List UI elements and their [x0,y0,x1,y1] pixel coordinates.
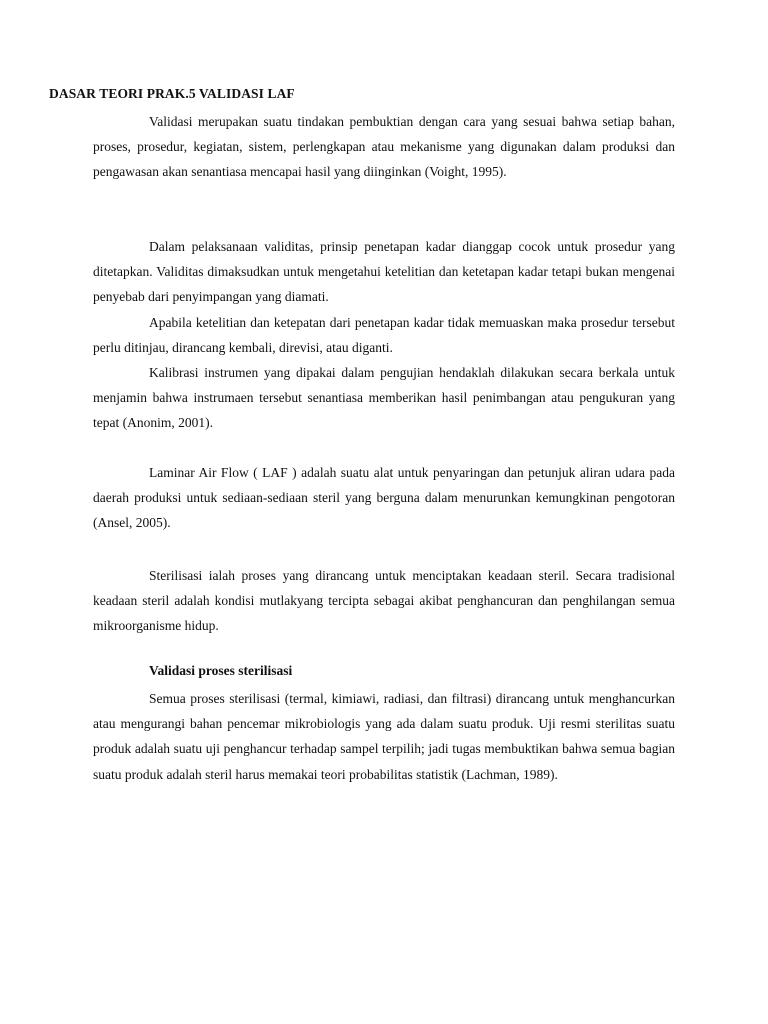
document-title: DASAR TEORI PRAK.5 VALIDASI LAF [49,86,295,101]
paragraph-validasi-proses: Semua proses sterilisasi (termal, kimiawi, radiasi, dan filtrasi) dirancang untuk menghancurkan atau mengurangi bahan pencemar mikrobiologis yang ada dalam suatu produk. Uji resmi sterilitas suatu produk adalah suatu uji penghancur terhadap sampel terpilih; jadi tugas membuktikan bahwa semua bagian suatu produk adalah steril harus memakai teori probabilitas statistik (Lachman, 1989). [93,691,675,782]
paragraph-validasi: Validasi merupakan suatu tindakan pembuktian dengan cara yang sesuai bahwa setiap bahan, proses, prosedur, kegiatan, sistem, perlengkapan atau mekanisme yang digunakan dalam produksi dan pengawasan akan senantiasa mencapai hasil yang diinginkan (Voight, 1995). [93,114,675,180]
paragraph-sterilisasi: Sterilisasi ialah proses yang dirancang untuk menciptakan keadaan steril. Secara tradisional keadaan steril adalah kondisi mutlakyang tercipta sebagai akibat penghancuran dan penghilangan semua mikroorganisme hidup. [93,568,675,634]
paragraph-laf: Laminar Air Flow ( LAF ) adalah suatu alat untuk penyaringan dan petunjuk aliran udara pada daerah produksi untuk sediaan-sediaan steril yang berguna dalam menurunkan kemungkinan pengotoran (Ansel, 2005). [93,465,675,531]
paragraph-kalibrasi: Kalibrasi instrumen yang dipakai dalam pengujian hendaklah dilakukan secara berkala untuk menjamin bahwa instrumaen tersebut senantiasa memberikan hasil penimbangan atau pengukuran yang tepat (Anonim, 2001). [93,365,675,431]
paragraph-validitas: Dalam pelaksanaan validitas, prinsip penetapan kadar dianggap cocok untuk prosedur yang ditetapkan. Validitas dimaksudkan untuk mengetahui ketelitian dan ketetapan kadar tetapi bukan mengenai penyebab dari penyimpangan yang diamati. [93,239,675,305]
section-subheading: Validasi proses sterilisasi [149,663,293,678]
paragraph-ketelitian: Apabila ketelitian dan ketepatan dari penetapan kadar tidak memuaskan maka prosedur tersebut perlu ditinjau, dirancang kembali, direvisi, atau diganti. [93,315,675,356]
